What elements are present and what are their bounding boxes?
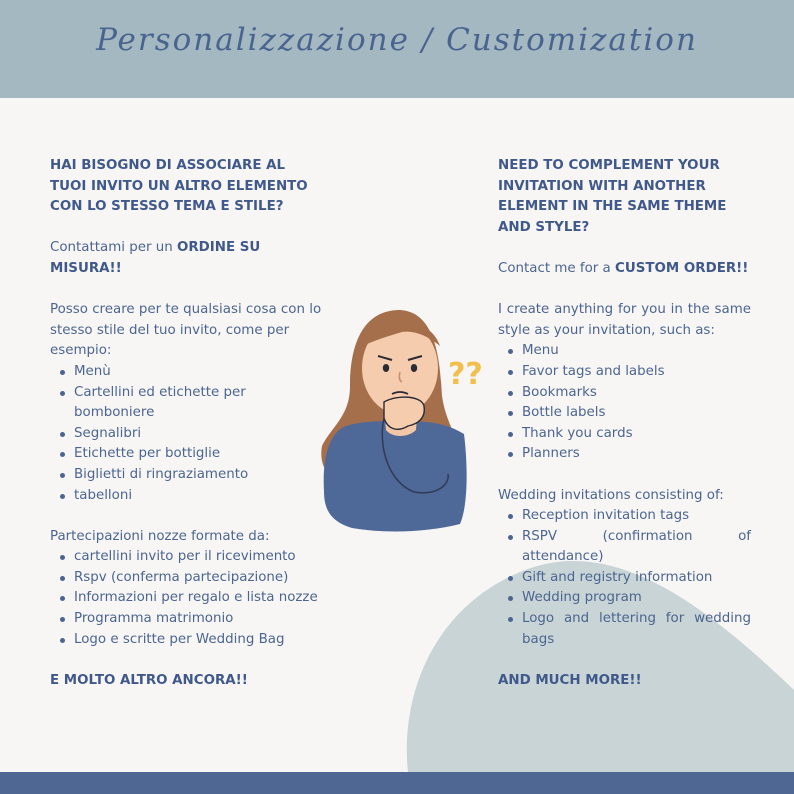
list-item: Cartellini ed etichette per bomboniere — [74, 383, 325, 424]
english-closing: AND MUCH MORE!! — [498, 672, 642, 688]
thinking-girl-icon — [318, 306, 490, 536]
english-heading: NEED TO COMPLEMENT YOUR INVITATION WITH ANOTHER ELEMENT IN THE SAME THEME AND STYLE? — [498, 158, 727, 235]
list-item: Programma matrimonio — [74, 609, 325, 630]
english-intro: I create anything for you in the same style as your invitation, such as: — [498, 302, 751, 338]
english-items-list — [498, 341, 751, 465]
italian-column — [50, 156, 325, 691]
list-item: Segnalibri — [74, 424, 325, 445]
english-contact-prefix: Contact me for a — [498, 260, 616, 276]
list-item: Biglietti di ringraziamento — [74, 465, 325, 486]
italian-heading: HAI BISOGNO DI ASSOCIARE AL TUOI INVITO UN ALTRO ELEMENTO CON LO STESSO TEMA E STILE? — [50, 158, 308, 215]
list-item: Gift and registry information — [522, 568, 751, 589]
list-item: Planners — [522, 444, 751, 465]
list-item: Logo e scritte per Wedding Bag — [74, 630, 325, 651]
italian-contact — [50, 238, 325, 279]
list-item: Rspv (conferma partecipazione) — [74, 568, 325, 589]
list-item: RSPV (confirmation of attendance) — [522, 527, 751, 568]
italian-wedding-intro: Partecipazioni nozze formate da: — [50, 528, 270, 544]
list-item: Bookmarks — [522, 383, 751, 404]
page-title: Personalizzazione / Customization — [96, 22, 698, 58]
italian-contact-prefix: Contattami per un — [50, 240, 177, 256]
italian-items-list — [50, 362, 325, 506]
english-contact-strong: CUSTOM ORDER!! — [615, 260, 749, 276]
list-item: Etichette per bottiglie — [74, 444, 325, 465]
list-item: tabelloni — [74, 486, 325, 507]
question-marks: ?? — [448, 357, 483, 392]
italian-closing: E MOLTO ALTRO ANCORA!! — [50, 672, 248, 688]
list-item: Logo and lettering for wedding bags — [522, 609, 751, 650]
list-item: Reception invitation tags — [522, 506, 751, 527]
list-item: Thank you cards — [522, 424, 751, 445]
english-wedding-list — [498, 506, 751, 650]
list-item: Bottle labels — [522, 403, 751, 424]
list-item: Menu — [522, 341, 751, 362]
italian-wedding-list — [50, 547, 325, 650]
english-wedding-intro: Wedding invitations consisting of: — [498, 487, 724, 503]
list-item: Favor tags and labels — [522, 362, 751, 383]
italian-intro: Posso creare per te qualsiasi cosa con lo stesso stile del tuo invito, come per esempio: — [50, 302, 322, 359]
english-column — [498, 156, 751, 691]
footer-band — [0, 772, 794, 794]
italian-contact-strong: ORDINE SU MISURA!! — [50, 240, 261, 276]
list-item: Informazioni per regalo e lista nozze — [74, 588, 325, 609]
list-item: Menù — [74, 362, 325, 383]
list-item: Wedding program — [522, 588, 751, 609]
english-contact — [498, 259, 751, 280]
list-item: cartellini invito per il ricevimento — [74, 547, 325, 568]
